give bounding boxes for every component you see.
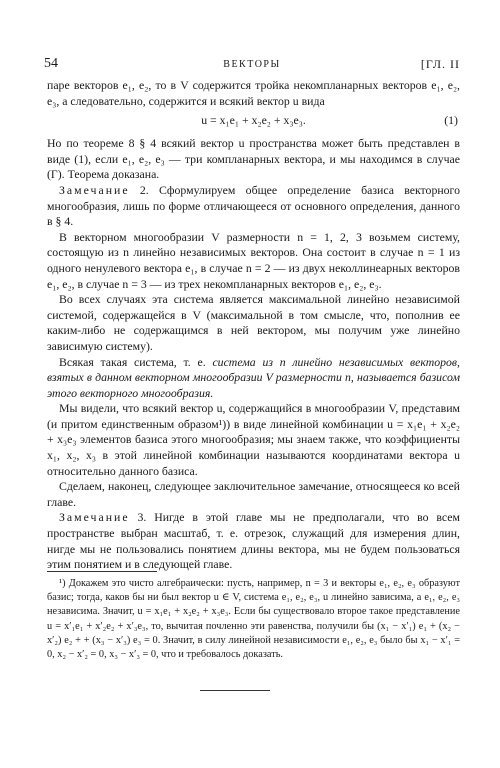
main-text xyxy=(47,78,460,573)
paragraph-5-lead: Всякая такая система, т. е. xyxy=(59,354,213,369)
equation-number: (1) xyxy=(444,113,458,128)
remark-2-label: Замечание xyxy=(59,182,130,197)
remark-3-text: 3. Нигде в этой главе мы не предполагали, что во всем пространстве выбран масштаб, т. е. отрезок, служащий для измерения длин, нигде мы не пользовались понятием длины вектора, мы не будем пользоваться этим понятием и в следующей главе. xyxy=(47,510,460,572)
chapter-label: [ГЛ. II xyxy=(420,57,460,71)
paragraph-6: Мы видели, что всякий вектор u, содержащийся в многообразии V, представим (и притом единственным образом¹)) в виде линейной комбинации u = x₁e₁ + x₂e₂ + x₃e₃ элементов базиса этого многообразия; мы знаем также, что коэффициенты x₁, x₂, x₃ в этой линейной комбинации называются координатами вектора u относительно данного базиса. xyxy=(47,401,460,478)
equation-1 xyxy=(47,111,460,133)
remark-3 xyxy=(47,510,460,572)
paragraph-7: Сделаем, наконец, следующее заключительное замечание, относящееся ко всей главе. xyxy=(47,479,460,509)
equation-formula: u = x₁e₁ + x₂e₂ + x₃e₃. xyxy=(201,113,306,128)
basis-definition: система из n линейно независимых векторов, взятых в данном векторном многообразии V размерности n, называется базисом этого векторного многообразия. xyxy=(47,354,460,400)
paragraph-1: паре векторов e₁, e₂, то в V содержится тройка некомпланарных векторов e₁, e₂, e₃, а следовательно, содержится и всякий вектор u вида xyxy=(47,78,460,108)
footnote-divider xyxy=(47,571,157,572)
remark-2 xyxy=(47,183,460,230)
footnote xyxy=(47,577,460,662)
running-title: ВЕКТОРЫ xyxy=(223,59,281,70)
paragraph-4: Во всех случаях эта система является максимальной линейно независимой системой, содержащейся в V (максимальной в том смысле, что, пополнив ее каким-либо не содержащимся в ней вектором, мы получим уже линейно зависимую систему). xyxy=(47,292,460,353)
paragraph-3: В векторном многообразии V размерности n = 1, 2, 3 возьмем систему, состоящую из n линейно независимых векторов. Она состоит в случае n = 1 из одного ненулевого вектора e₁, в случае n = 2 — из двух неколлинеарных векторов e₁, e₂, в случае n = 3 — из трех некомпланарных векторов e₁, e₂, e₃. xyxy=(47,229,460,291)
end-divider xyxy=(200,690,270,691)
remark-2-text: 2. Сформулируем общее определение базиса векторного многообразия, лишь по форме отличающееся от основного определения, данного в § 4. xyxy=(47,182,460,229)
footnote-text: ¹) Докажем это чисто алгебраически: пусть, например, n = 3 и векторы e₁, e₂, e₃ образуют базис; тогда, каков бы ни был вектор u ∈ V, система e₁, e₂, e₃, u линейно зависима, а e₁, e₂, e₃ независима. Значит, u = x₁e₁ + x₂e₂ + x₃e₃. Если бы существовало второе такое представление u = x′₁e₁ + x′₂e₂ + x′₃e₃, то, вычитая почленно эти равенства, получили бы (x₁ − x′₁) e₁ + (x₂ − x′₂) e₂ + + (x₃ − x′₃) e₃ = 0. Значит, в силу линейной независимости e₁, e₂, e₃ было бы x₁ − x′₁ = 0, x₂ − x′₂ = 0, x₃ − x′₃ = 0, что и требовалось доказать. xyxy=(47,578,460,661)
paragraph-5 xyxy=(47,355,460,402)
page-header xyxy=(44,56,460,74)
paragraph-2: Но по теореме 8 § 4 всякий вектор u пространства может быть представлен в виде (1), если e₁, e₂, e₃ — три компланарных вектора, и мы находимся в случае (Г). Теорема доказана. xyxy=(47,136,460,182)
page-number: 54 xyxy=(44,56,58,71)
remark-3-label: Замечание xyxy=(59,510,130,525)
